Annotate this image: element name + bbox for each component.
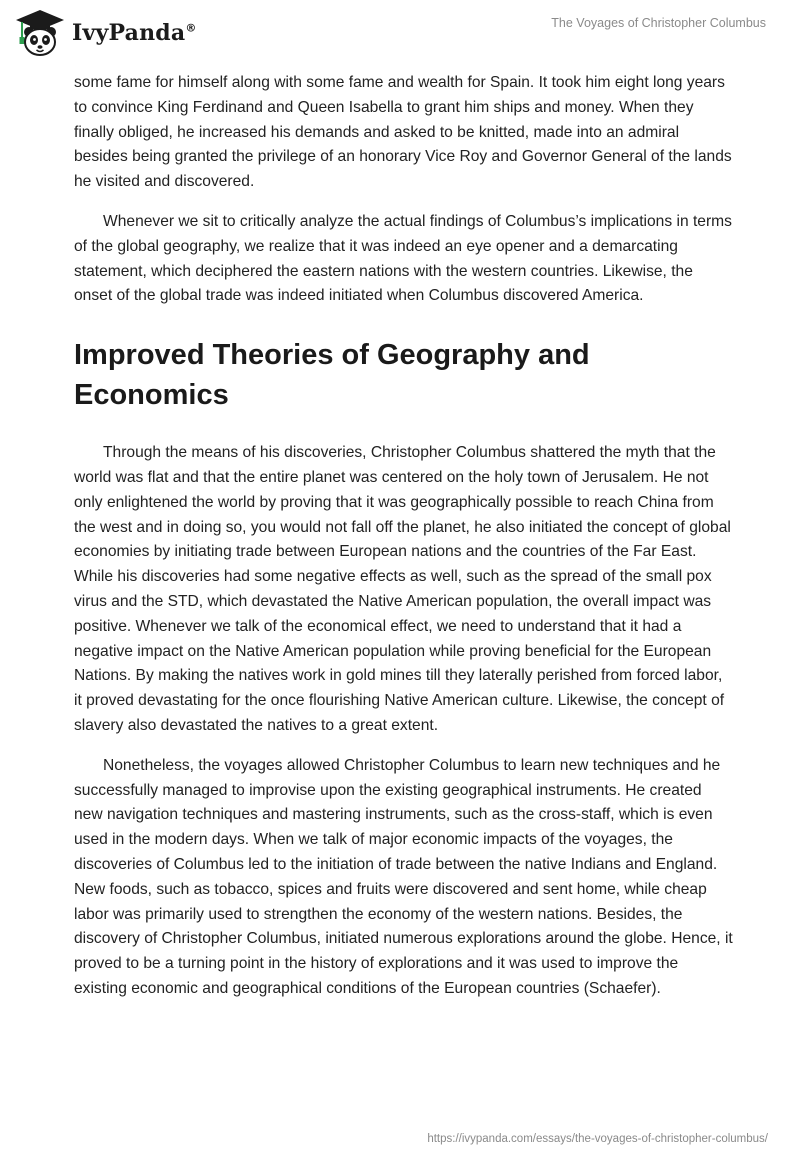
- paragraph-2: Whenever we sit to critically analyze the actual findings of Columbus’s implications in terms of the global geography, we realize that it was indeed an eye opener and a demarcating statement, which deciphered the eastern nations with the western countries. Likewise, the onset of the global trade was indeed initiated when Columbus discovered America.: [74, 212, 732, 305]
- brand-logo[interactable]: [14, 8, 197, 58]
- section-heading: Improved Theories of Geography and Economics: [74, 339, 590, 412]
- brand-name: IvyPanda®: [72, 20, 197, 46]
- registered-mark: ®: [185, 21, 197, 35]
- source-url[interactable]: https://ivypanda.com/essays/the-voyages-of-christopher-columbus/: [427, 1133, 768, 1145]
- paragraph-1: some fame for himself along with some fame and wealth for Spain. It took him eight long years to convince King Ferdinand and Queen Isabella to grant him ships and money. When they finally obliged, he increased his demands and asked to be knitted, made into an admiral besides being granted the privilege of an honorary Vice Roy and Governor General of the lands he visited and discovered.: [74, 74, 732, 191]
- document-title: The Voyages of Christopher Columbus: [551, 16, 766, 30]
- paragraph-4: Nonetheless, the voyages allowed Christopher Columbus to learn new techniques and he successfully managed to improvise upon the existing geographical instruments. He created new navigation techniques and mastering instruments, such as the cross-staff, which is even used in the modern days. When we talk of major economic impacts of the voyages, the discoveries of Columbus led to the initiation of trade between the native Indians and England. New foods, such as tobacco, spices and fruits were discovered and sent home, while cheap labor was primarily used to strengthen the economy of the western nations. Besides, the discovery of Christopher Columbus, initiated numerous explorations around the globe. Hence, it proved to be a turning point in the history of explorations and it was used to improve the existing economic and geographical conditions of the European countries (Schaefer).: [74, 756, 733, 997]
- essay-content: [74, 71, 734, 1017]
- panda-graduate-icon: [14, 8, 66, 58]
- page-header: [0, 0, 800, 70]
- paragraph-3: Through the means of his discoveries, Christopher Columbus shattered the myth that the world was flat and that the entire planet was centered on the holy town of Jerusalem. He not only enlightened the world by proving that it was geographically possible to reach China from the west and in doing so, you would not fall off the planet, he also initiated the concept of global economies by initiating trade between European nations and the countries of the Far East. While his discoveries had some negative effects as well, such as the spread of the small pox virus and the STD, which devastated the Native American population, the overall impact was positive. Whenever we talk of the economical effect, we need to understand that it had a negative impact on the Native American population while proving beneficial for the European Nations. By making the natives work in gold mines till they laterally perished from forced labor, it proved devastating for the once flourishing Native American culture. Likewise, the concept of slavery also devastated the natives to a great extent.: [74, 444, 731, 734]
